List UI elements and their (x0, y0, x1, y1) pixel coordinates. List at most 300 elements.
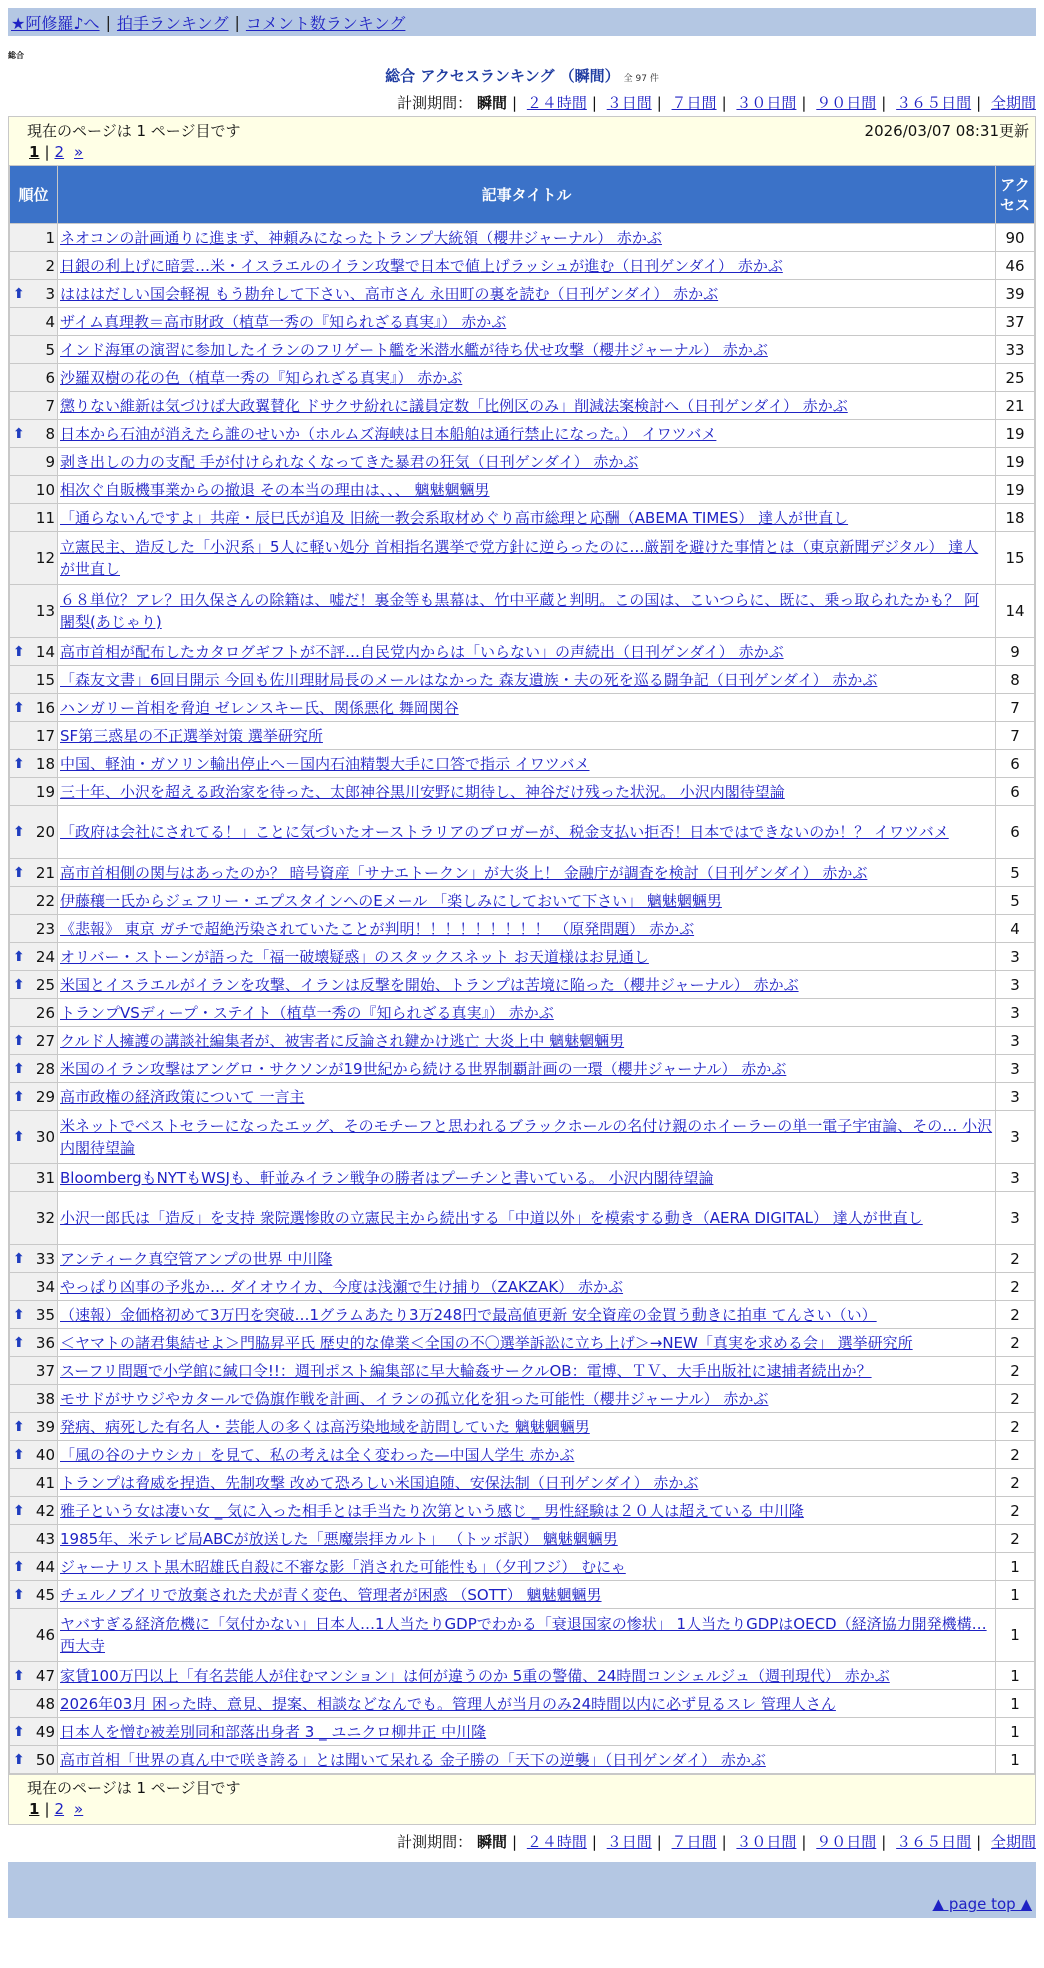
rank-number: 28 (35, 1059, 55, 1078)
rank-cell (10, 666, 58, 694)
article-link[interactable]: はははだしい国会軽視 もう勘弁して下さい、高市さん 永田町の裏を読む（日刊ゲンダイ） 赤かぶ (60, 284, 719, 303)
access-count: 3 (996, 1055, 1035, 1083)
article-title-cell (58, 915, 996, 943)
period-current-bottom: 瞬間 (476, 1833, 507, 1851)
access-count: 3 (996, 1083, 1035, 1111)
access-count: 5 (996, 859, 1035, 887)
article-link[interactable]: ネオコンの計画通りに進まず、神頼みになったトランプ大統領（櫻井ジャーナル） 赤かぶ (60, 228, 662, 247)
rank-number: 45 (35, 1585, 55, 1604)
table-row (10, 392, 1035, 420)
access-count: 6 (996, 806, 1035, 859)
access-count: 6 (996, 750, 1035, 778)
current-page-text-bottom: 現在のページは 1 ページ目です (27, 1779, 241, 1797)
table-row (10, 336, 1035, 364)
article-link[interactable]: （速報）金価格初めて3万円を突破…1グラムあたり3万248円で最高値更新 安全資産の金買う動きに拍車 てんさい（い） (60, 1305, 877, 1324)
footer-bar (8, 1862, 1036, 1918)
article-link[interactable]: 小沢一郎氏は「造反」を支持 衆院選惨敗の立憲民主から続出する「中道以外」を模索する動き（AERA DIGITAL） 達人が世直し (60, 1209, 923, 1227)
next-page-link-bottom[interactable]: » (74, 1800, 84, 1818)
rank-cell (10, 694, 58, 722)
period-90d-link-bottom[interactable]: ９０日間 (816, 1833, 877, 1851)
table-row (10, 722, 1035, 750)
table-row (10, 999, 1035, 1027)
article-title-cell (58, 504, 996, 532)
article-title-cell (58, 1357, 996, 1385)
period-24h-link[interactable]: ２４時間 (526, 94, 587, 112)
access-count: 46 (996, 252, 1035, 280)
table-row (10, 1525, 1035, 1553)
table-row (10, 224, 1035, 252)
access-count: 33 (996, 336, 1035, 364)
table-row (10, 1662, 1035, 1690)
table-row (10, 1111, 1035, 1164)
access-count: 2 (996, 1413, 1035, 1441)
page-title: 総合 アクセスランキング （瞬間） (385, 67, 620, 85)
rank-number: 6 (45, 368, 55, 387)
top-nav-bar (8, 8, 1036, 36)
rank-cell (10, 420, 58, 448)
access-count: 19 (996, 476, 1035, 504)
period-30d-link[interactable]: ３０日間 (736, 94, 797, 112)
page-1-current-bottom: 1 (29, 1800, 40, 1818)
rank-number: 31 (35, 1168, 55, 1187)
access-count: 1 (996, 1553, 1035, 1581)
rank-number: 35 (35, 1305, 55, 1324)
rank-cell (10, 1055, 58, 1083)
rank-up-arrow-icon: ⬆ (13, 643, 25, 660)
article-link[interactable]: 米国のイラン攻撃はアングロ・サクソンが19世紀から続ける世界制覇計画の一環（櫻井ジャーナル） 赤かぶ (60, 1059, 787, 1078)
table-row (10, 887, 1035, 915)
access-count: 3 (996, 1027, 1035, 1055)
article-title-cell (58, 666, 996, 694)
rank-cell (10, 1553, 58, 1581)
rank-number: 20 (35, 823, 55, 841)
article-link[interactable]: ＜ヤマトの諸君集結せよ＞門脇昇平氏 歴史的な偉業＜全国の不〇選挙訴訟に立ち上げ＞→NEW「真実を求める会」 選挙研究所 (60, 1333, 913, 1352)
article-title-cell (58, 392, 996, 420)
article-link[interactable]: 高市政権の経済政策について 一言主 (60, 1087, 305, 1106)
access-count: 1 (996, 1690, 1035, 1718)
table-row (10, 252, 1035, 280)
access-count: 2 (996, 1525, 1035, 1553)
page-heading (0, 65, 1044, 86)
table-row (10, 308, 1035, 336)
rank-cell (10, 778, 58, 806)
table-row (10, 1746, 1035, 1774)
table-row (10, 971, 1035, 999)
article-link[interactable]: 2026年03月 困った時、意見、提案、相談などなんでも。管理人が当月のみ24時間以内に必ず見るスレ 管理人さん (60, 1694, 836, 1713)
table-row (10, 915, 1035, 943)
asyura-home-link[interactable]: ★阿修羅♪へ (11, 13, 100, 33)
rank-number: 1 (45, 228, 55, 247)
rank-number: 26 (35, 1003, 55, 1022)
article-title-cell (58, 1301, 996, 1329)
rank-cell (10, 1662, 58, 1690)
table-row (10, 1718, 1035, 1746)
rank-cell (10, 364, 58, 392)
rank-number: 24 (35, 947, 55, 966)
table-row (10, 1245, 1035, 1273)
period-all-link-bottom[interactable]: 全期間 (990, 1833, 1036, 1851)
article-link[interactable]: チェルノブイリで放棄された犬が青く変色、管理者が困惑 （SOTT） 魑魅魍魎男 (60, 1585, 602, 1604)
article-link[interactable]: 1985年、米テレビ局ABCが放送した「悪魔崇拝カルト」 （トッポ訳） 魑魅魍魎男 (60, 1529, 618, 1548)
article-title-cell (58, 1690, 996, 1718)
rank-number: 30 (35, 1128, 55, 1146)
rank-cell (10, 1273, 58, 1301)
article-link[interactable]: 家賃100万円以上「有名芸能人が住むマンション」は何が違うのか 5重の警備、24時間コンシェルジュ（週刊現代） 赤かぶ (60, 1666, 890, 1685)
article-link[interactable]: 三十年、小沢を超える政治家を待った、太郎神谷黒川安野に期待し、神谷だけ残った状況。 小沢内閣待望論 (60, 782, 785, 801)
period-30d-link-bottom[interactable]: ３０日間 (736, 1833, 797, 1851)
article-title-cell (58, 1385, 996, 1413)
separator: | (234, 12, 240, 32)
rank-cell (10, 476, 58, 504)
table-row (10, 1329, 1035, 1357)
table-row (10, 1609, 1035, 1662)
rank-cell (10, 1385, 58, 1413)
rank-up-arrow-icon: ⬆ (13, 976, 25, 993)
article-title-cell (58, 1273, 996, 1301)
article-link[interactable]: やっぱり凶事の予兆か… ダイオウイカ、今度は浅瀬で生け捕り（ZAKZAK） 赤かぶ (60, 1277, 624, 1296)
article-title-cell (58, 859, 996, 887)
period-7d-link-bottom[interactable]: ７日間 (671, 1833, 717, 1851)
article-title-cell (58, 971, 996, 999)
access-count: 21 (996, 392, 1035, 420)
table-row (10, 585, 1035, 638)
article-title-cell (58, 1497, 996, 1525)
bottom-page-info (8, 1775, 1036, 1825)
rank-cell (10, 224, 58, 252)
article-title-cell (58, 1469, 996, 1497)
access-count: 7 (996, 722, 1035, 750)
rank-cell (10, 1746, 58, 1774)
article-title-cell (58, 1083, 996, 1111)
rank-number: 41 (35, 1473, 55, 1492)
article-link[interactable]: 剥き出しの力の支配 手が付けられなくなってきた暴君の狂気（日刊ゲンダイ） 赤かぶ (60, 452, 639, 471)
rank-cell (10, 280, 58, 308)
article-title-cell (58, 1746, 996, 1774)
period-365d-link[interactable]: ３６５日間 (896, 94, 972, 112)
table-row (10, 1581, 1035, 1609)
article-link[interactable]: 立憲民主、造反した「小沢系」5人に軽い処分 首相指名選挙で党方針に逆らったのに…厳罰を避けた事情とは（東京新聞デジタル） 達人が世直し (60, 538, 979, 578)
rank-cell (10, 722, 58, 750)
access-count: 9 (996, 638, 1035, 666)
rank-up-arrow-icon: ⬆ (13, 1032, 25, 1049)
comment-ranking-link[interactable]: コメント数ランキング (245, 13, 406, 33)
rank-up-arrow-icon: ⬆ (13, 1250, 25, 1267)
table-row (10, 1192, 1035, 1245)
rank-up-arrow-icon: ⬆ (13, 948, 25, 965)
table-row (10, 448, 1035, 476)
article-title-cell (58, 280, 996, 308)
rank-up-arrow-icon: ⬆ (13, 1723, 25, 1740)
rank-number: 37 (35, 1361, 55, 1380)
article-link[interactable]: オリバー・ストーンが語った「福一破壊疑惑」のスタックスネット お天道様はお見通し (60, 947, 649, 966)
rank-cell (10, 1192, 58, 1245)
table-row (10, 420, 1035, 448)
access-count: 1 (996, 1746, 1035, 1774)
article-title-cell (58, 806, 996, 859)
rank-cell (10, 750, 58, 778)
rank-cell (10, 971, 58, 999)
article-link[interactable]: トランプVSディープ・ステイト（植草一秀の『知られざる真実』） 赤かぶ (60, 1003, 554, 1022)
article-link[interactable]: トランプは脅威を捏造、先制攻撃 改めて恐ろしい米国追随、安保法制（日刊ゲンダイ） 赤かぶ (60, 1473, 699, 1492)
table-row (10, 1413, 1035, 1441)
rank-number: 29 (35, 1087, 55, 1106)
period-current: 瞬間 (476, 94, 507, 112)
access-count: 5 (996, 887, 1035, 915)
article-link[interactable]: 中国、軽油・ガソリン輸出停止へ－国内石油精製大手に口答で指示 イワツバメ (60, 754, 590, 773)
article-title-cell (58, 1027, 996, 1055)
access-count: 25 (996, 364, 1035, 392)
rank-number: 38 (35, 1389, 55, 1408)
table-row (10, 1273, 1035, 1301)
rank-up-arrow-icon: ⬆ (13, 699, 25, 716)
article-link[interactable]: 日本人を憎む被差別同和部落出身者 3 _ ユニクロ柳井正 中川隆 (60, 1722, 487, 1741)
access-count: 2 (996, 1357, 1035, 1385)
article-title-cell (58, 638, 996, 666)
table-row (10, 1301, 1035, 1329)
rank-up-arrow-icon: ⬆ (13, 1418, 25, 1435)
article-link[interactable]: 雅子という女は凄い女 _ 気に入った相手とは手当たり次第という感じ _ 男性経験は２０人は超えている 中川隆 (60, 1501, 804, 1520)
article-link[interactable]: 高市首相が配布したカタログギフトが不評…自民党内からは「いらない」の声続出（日刊ゲンダイ） 赤かぶ (60, 642, 784, 661)
article-title-cell (58, 1245, 996, 1273)
rank-number: 50 (35, 1750, 55, 1769)
article-link[interactable]: 高市首相側の関与はあったのか？ 暗号資産「サナエトークン」が大炎上！ 金融庁が調査を検討（日刊ゲンダイ） 赤かぶ (60, 863, 868, 882)
pagination: 1 | 2 » (29, 143, 84, 161)
table-row (10, 1055, 1035, 1083)
rank-number: 21 (35, 863, 55, 882)
article-title-cell (58, 1581, 996, 1609)
access-count: 39 (996, 280, 1035, 308)
article-link[interactable]: 米ネットでベストセラーになったエッグ、そのモチーフと思われるブラックホールの名付け親のホイーラーの単一電子宇宙論、その… 小沢内閣待望論 (60, 1117, 993, 1157)
ranking-rows (10, 224, 1035, 1774)
rank-number: 22 (35, 891, 55, 910)
rank-number: 15 (35, 670, 55, 689)
rank-cell (10, 1525, 58, 1553)
rank-number: 4 (45, 312, 55, 331)
rank-cell (10, 1690, 58, 1718)
rank-cell (10, 806, 58, 859)
access-count: 1 (996, 1662, 1035, 1690)
access-count: 2 (996, 1301, 1035, 1329)
article-link[interactable]: 「森友文書」6回目開示 今回も佐川理財局長のメールはなかった 森友遺族・夫の死を巡る闘争記（日刊ゲンダイ） 赤かぶ (60, 670, 878, 689)
page-top-link[interactable]: ▲ page top ▲ (932, 1895, 1032, 1913)
rank-cell (10, 1497, 58, 1525)
period-90d-link[interactable]: ９０日間 (816, 94, 877, 112)
access-count: 3 (996, 1111, 1035, 1164)
article-link[interactable]: 米国とイスラエルがイランを攻撃、イランは反撃を開始、トランプは苦境に陥った（櫻井ジャーナル） 赤かぶ (60, 975, 799, 994)
article-link[interactable]: スーフリ問題で小学館に緘口令!!：週刊ポスト編集部に早大輪姦サークルOB：電博、ＴＶ、大手出版社に逮捕者続出か？ (60, 1361, 872, 1380)
article-link[interactable]: BloombergもNYTもWSJも、軒並みイラン戦争の勝者はプーチンと書いている。 小沢内閣待望論 (60, 1168, 714, 1187)
article-title-cell (58, 943, 996, 971)
article-link[interactable]: 「風の谷のナウシカ」を見て、私の考えは全く変わった—中国人学生 赤かぶ (60, 1445, 575, 1464)
article-link[interactable]: ジャーナリスト黒木昭雄氏自殺に不審な影「消された可能性も」（夕刊フジ） むにゃ (60, 1557, 626, 1576)
rank-cell (10, 1164, 58, 1192)
access-count: 3 (996, 943, 1035, 971)
article-link[interactable]: インド海軍の演習に参加したイランのフリゲート艦を米潜水艦が待ち伏せ攻撃（櫻井ジャーナル） 赤かぶ (60, 340, 768, 359)
table-row (10, 943, 1035, 971)
rank-number: 49 (35, 1722, 55, 1741)
rank-cell (10, 504, 58, 532)
rank-cell (10, 1357, 58, 1385)
rank-number: 44 (35, 1557, 55, 1576)
period-all-link[interactable]: 全期間 (990, 94, 1036, 112)
clap-ranking-link[interactable]: 拍手ランキング (116, 13, 229, 33)
rank-number: 9 (45, 452, 55, 471)
rank-cell (10, 1441, 58, 1469)
rank-number: 12 (35, 549, 55, 567)
page-2-link[interactable]: 2 (54, 143, 65, 161)
article-link[interactable]: 高市首相「世界の真ん中で咲き誇る」とは聞いて呆れる 金子勝の「天下の逆襲」（日刊ゲンダイ） 赤かぶ (60, 1750, 766, 1769)
rank-number: 5 (45, 340, 55, 359)
article-link[interactable]: ヤバすぎる経済危機に「気付かない」日本人…1人当たりGDPでわかる「衰退国家の惨状」 1人当たりGDPはOECD（経済協力開発機構… 西大寺 (60, 1615, 987, 1655)
article-link[interactable]: 発病、病死した有名人・芸能人の多くは高汚染地域を訪問していた 魑魅魍魎男 (60, 1417, 590, 1436)
rank-cell (10, 887, 58, 915)
table-row (10, 1164, 1035, 1192)
rank-up-arrow-icon: ⬆ (13, 1129, 25, 1145)
article-link[interactable]: モサドがサウジやカタールで偽旗作戦を計画、イランの孤立化を狙った可能性（櫻井ジャーナル） 赤かぶ (60, 1389, 769, 1408)
table-row (10, 364, 1035, 392)
article-title-cell (58, 448, 996, 476)
rank-up-arrow-icon: ⬆ (13, 285, 25, 302)
rank-cell (10, 1083, 58, 1111)
rank-cell (10, 448, 58, 476)
title-header: 記事タイトル (58, 166, 996, 224)
rank-cell (10, 252, 58, 280)
access-count: 2 (996, 1497, 1035, 1525)
period-7d-link[interactable]: ７日間 (671, 94, 717, 112)
period-label: 計測期間： (397, 94, 473, 112)
rank-number: 32 (35, 1209, 55, 1227)
article-link[interactable]: 「通らないんですよ」共産・辰巳氏が追及 旧統一教会系取材めぐり高市総理と応酬（ABEMA TIMES） 達人が世直し (60, 508, 849, 527)
rank-number: 10 (35, 480, 55, 499)
access-count: 1 (996, 1581, 1035, 1609)
table-row (10, 1385, 1035, 1413)
article-link[interactable]: ザイム真理教＝高市財政（植草一秀の『知られざる真実』） 赤かぶ (60, 312, 507, 331)
rank-up-arrow-icon: ⬆ (13, 824, 25, 840)
article-link[interactable]: 「政府は会社にされてる！」ことに気づいたオーストラリアのブロガーが、税金支払い拒否！日本ではできないのか！？ イワツバメ (60, 823, 949, 841)
rank-number: 11 (35, 508, 55, 527)
rank-up-arrow-icon: ⬆ (13, 1446, 25, 1463)
rank-number: 33 (35, 1249, 55, 1268)
article-title-cell (58, 252, 996, 280)
ranking-table (9, 165, 1035, 1774)
article-title-cell (58, 532, 996, 585)
pagination-bottom: 1 | 2 » (29, 1800, 84, 1818)
table-row (10, 532, 1035, 585)
article-title-cell (58, 1609, 996, 1662)
rank-number: 48 (35, 1694, 55, 1713)
period-3d-link[interactable]: ３日間 (606, 94, 652, 112)
access-count: 3 (996, 1192, 1035, 1245)
period-label-bottom: 計測期間： (397, 1833, 473, 1851)
access-count: 2 (996, 1469, 1035, 1497)
article-link[interactable]: 沙羅双樹の花の色（植草一秀の『知られざる真実』） 赤かぶ (60, 368, 463, 387)
access-count: 19 (996, 448, 1035, 476)
rank-cell (10, 532, 58, 585)
article-link[interactable]: ハンガリー首相を脅迫 ゼレンスキー氏、関係悪化 舞岡関谷 (60, 698, 459, 717)
table-row (10, 806, 1035, 859)
article-link[interactable]: 日本から石油が消えたら誰のせいか（ホルムズ海峡は日本船舶は通行禁止になった。） イワツバメ (60, 424, 717, 443)
table-row (10, 476, 1035, 504)
article-link[interactable]: SF第三惑星の不正選挙対策 選挙研究所 (60, 726, 323, 745)
rank-cell (10, 1329, 58, 1357)
rank-up-arrow-icon: ⬆ (13, 1502, 25, 1519)
access-count: 2 (996, 1385, 1035, 1413)
article-title-cell (58, 750, 996, 778)
table-row (10, 1441, 1035, 1469)
rank-number: 17 (35, 726, 55, 745)
rank-number: 40 (35, 1445, 55, 1464)
article-link[interactable]: 《悲報》 東京 ガチで超絶汚染されていたことが判明！！！！！！！！！ （原発問題） 赤かぶ (60, 919, 695, 938)
article-link[interactable]: 相次ぐ自販機事業からの撤退 その本当の理由は、、、 魑魅魍魎男 (60, 480, 490, 499)
table-row (10, 1027, 1035, 1055)
article-title-cell (58, 420, 996, 448)
article-title-cell (58, 1553, 996, 1581)
rank-number: 39 (35, 1417, 55, 1436)
access-count: 19 (996, 420, 1035, 448)
access-count: 6 (996, 778, 1035, 806)
access-header: アクセス (996, 166, 1035, 224)
rank-number: 13 (35, 602, 55, 620)
period-24h-link-bottom[interactable]: ２４時間 (526, 1833, 587, 1851)
period-selector-bottom: 計測期間： 瞬間 | ２４時間 | ３日間 | ７日間 | ３０日間 | ９０日間 | ３６５日間 | 全期間 (397, 1833, 1036, 1851)
article-title-cell (58, 1525, 996, 1553)
article-title-cell (58, 1192, 996, 1245)
access-count: 7 (996, 694, 1035, 722)
rank-number: 46 (35, 1626, 55, 1644)
article-link[interactable]: 伊藤穰一氏からジェフリー・エプスタインへのEメール 「楽しみにしておいて下さい」 魑魅魍魎男 (60, 891, 722, 910)
article-link[interactable]: ６８単位？アレ？田久保さんの除籍は、嘘だ！裏金等も黒幕は、竹中平蔵と判明。この国は、こいつらに、既に、乗っ取られたかも？ 阿闍梨(あじゃり) (60, 591, 980, 631)
rank-up-arrow-icon: ⬆ (13, 1060, 25, 1077)
article-title-cell (58, 1441, 996, 1469)
rank-number: 23 (35, 919, 55, 938)
separator: | (105, 12, 111, 32)
rank-number: 27 (35, 1031, 55, 1050)
rank-cell (10, 1718, 58, 1746)
rank-up-arrow-icon: ⬆ (13, 1306, 25, 1323)
rank-up-arrow-icon: ⬆ (13, 1751, 25, 1768)
access-count: 18 (996, 504, 1035, 532)
article-title-cell (58, 1329, 996, 1357)
page-1-current: 1 (29, 143, 40, 161)
access-count: 37 (996, 308, 1035, 336)
table-row (10, 1083, 1035, 1111)
next-page-link[interactable]: » (74, 143, 84, 161)
article-link[interactable]: 日銀の利上げに暗雲…米・イスラエルのイラン攻撃で日本で値上げラッシュが進む（日刊ゲンダイ） 赤かぶ (60, 256, 783, 275)
rank-number: 18 (35, 754, 55, 773)
rank-cell (10, 1413, 58, 1441)
article-title-cell (58, 1164, 996, 1192)
rank-number: 2 (45, 256, 55, 275)
article-title-cell (58, 887, 996, 915)
article-link[interactable]: 懲りない維新は気づけば大政翼賛化 ドサクサ紛れに議員定数「比例区のみ」削減法案検討へ（日刊ゲンダイ） 赤かぶ (60, 396, 848, 415)
table-row (10, 1690, 1035, 1718)
rank-header: 順位 (10, 166, 58, 224)
period-3d-link-bottom[interactable]: ３日間 (606, 1833, 652, 1851)
rank-up-arrow-icon: ⬆ (13, 864, 25, 881)
article-link[interactable]: アンティーク真空管アンプの世界 中川隆 (60, 1249, 333, 1268)
rank-number: 43 (35, 1529, 55, 1548)
access-count: 90 (996, 224, 1035, 252)
article-link[interactable]: クルド人擁護の講談社編集者が、被害者に反論され鍵かけ逃亡 大炎上中 魑魅魍魎男 (60, 1031, 625, 1050)
rank-number: 42 (35, 1501, 55, 1520)
period-365d-link-bottom[interactable]: ３６５日間 (896, 1833, 972, 1851)
total-count: 全 97 件 (623, 74, 659, 84)
table-row (10, 778, 1035, 806)
rank-cell (10, 1469, 58, 1497)
rank-number: 7 (45, 396, 55, 415)
article-title-cell (58, 364, 996, 392)
page-2-link-bottom[interactable]: 2 (54, 1800, 65, 1818)
